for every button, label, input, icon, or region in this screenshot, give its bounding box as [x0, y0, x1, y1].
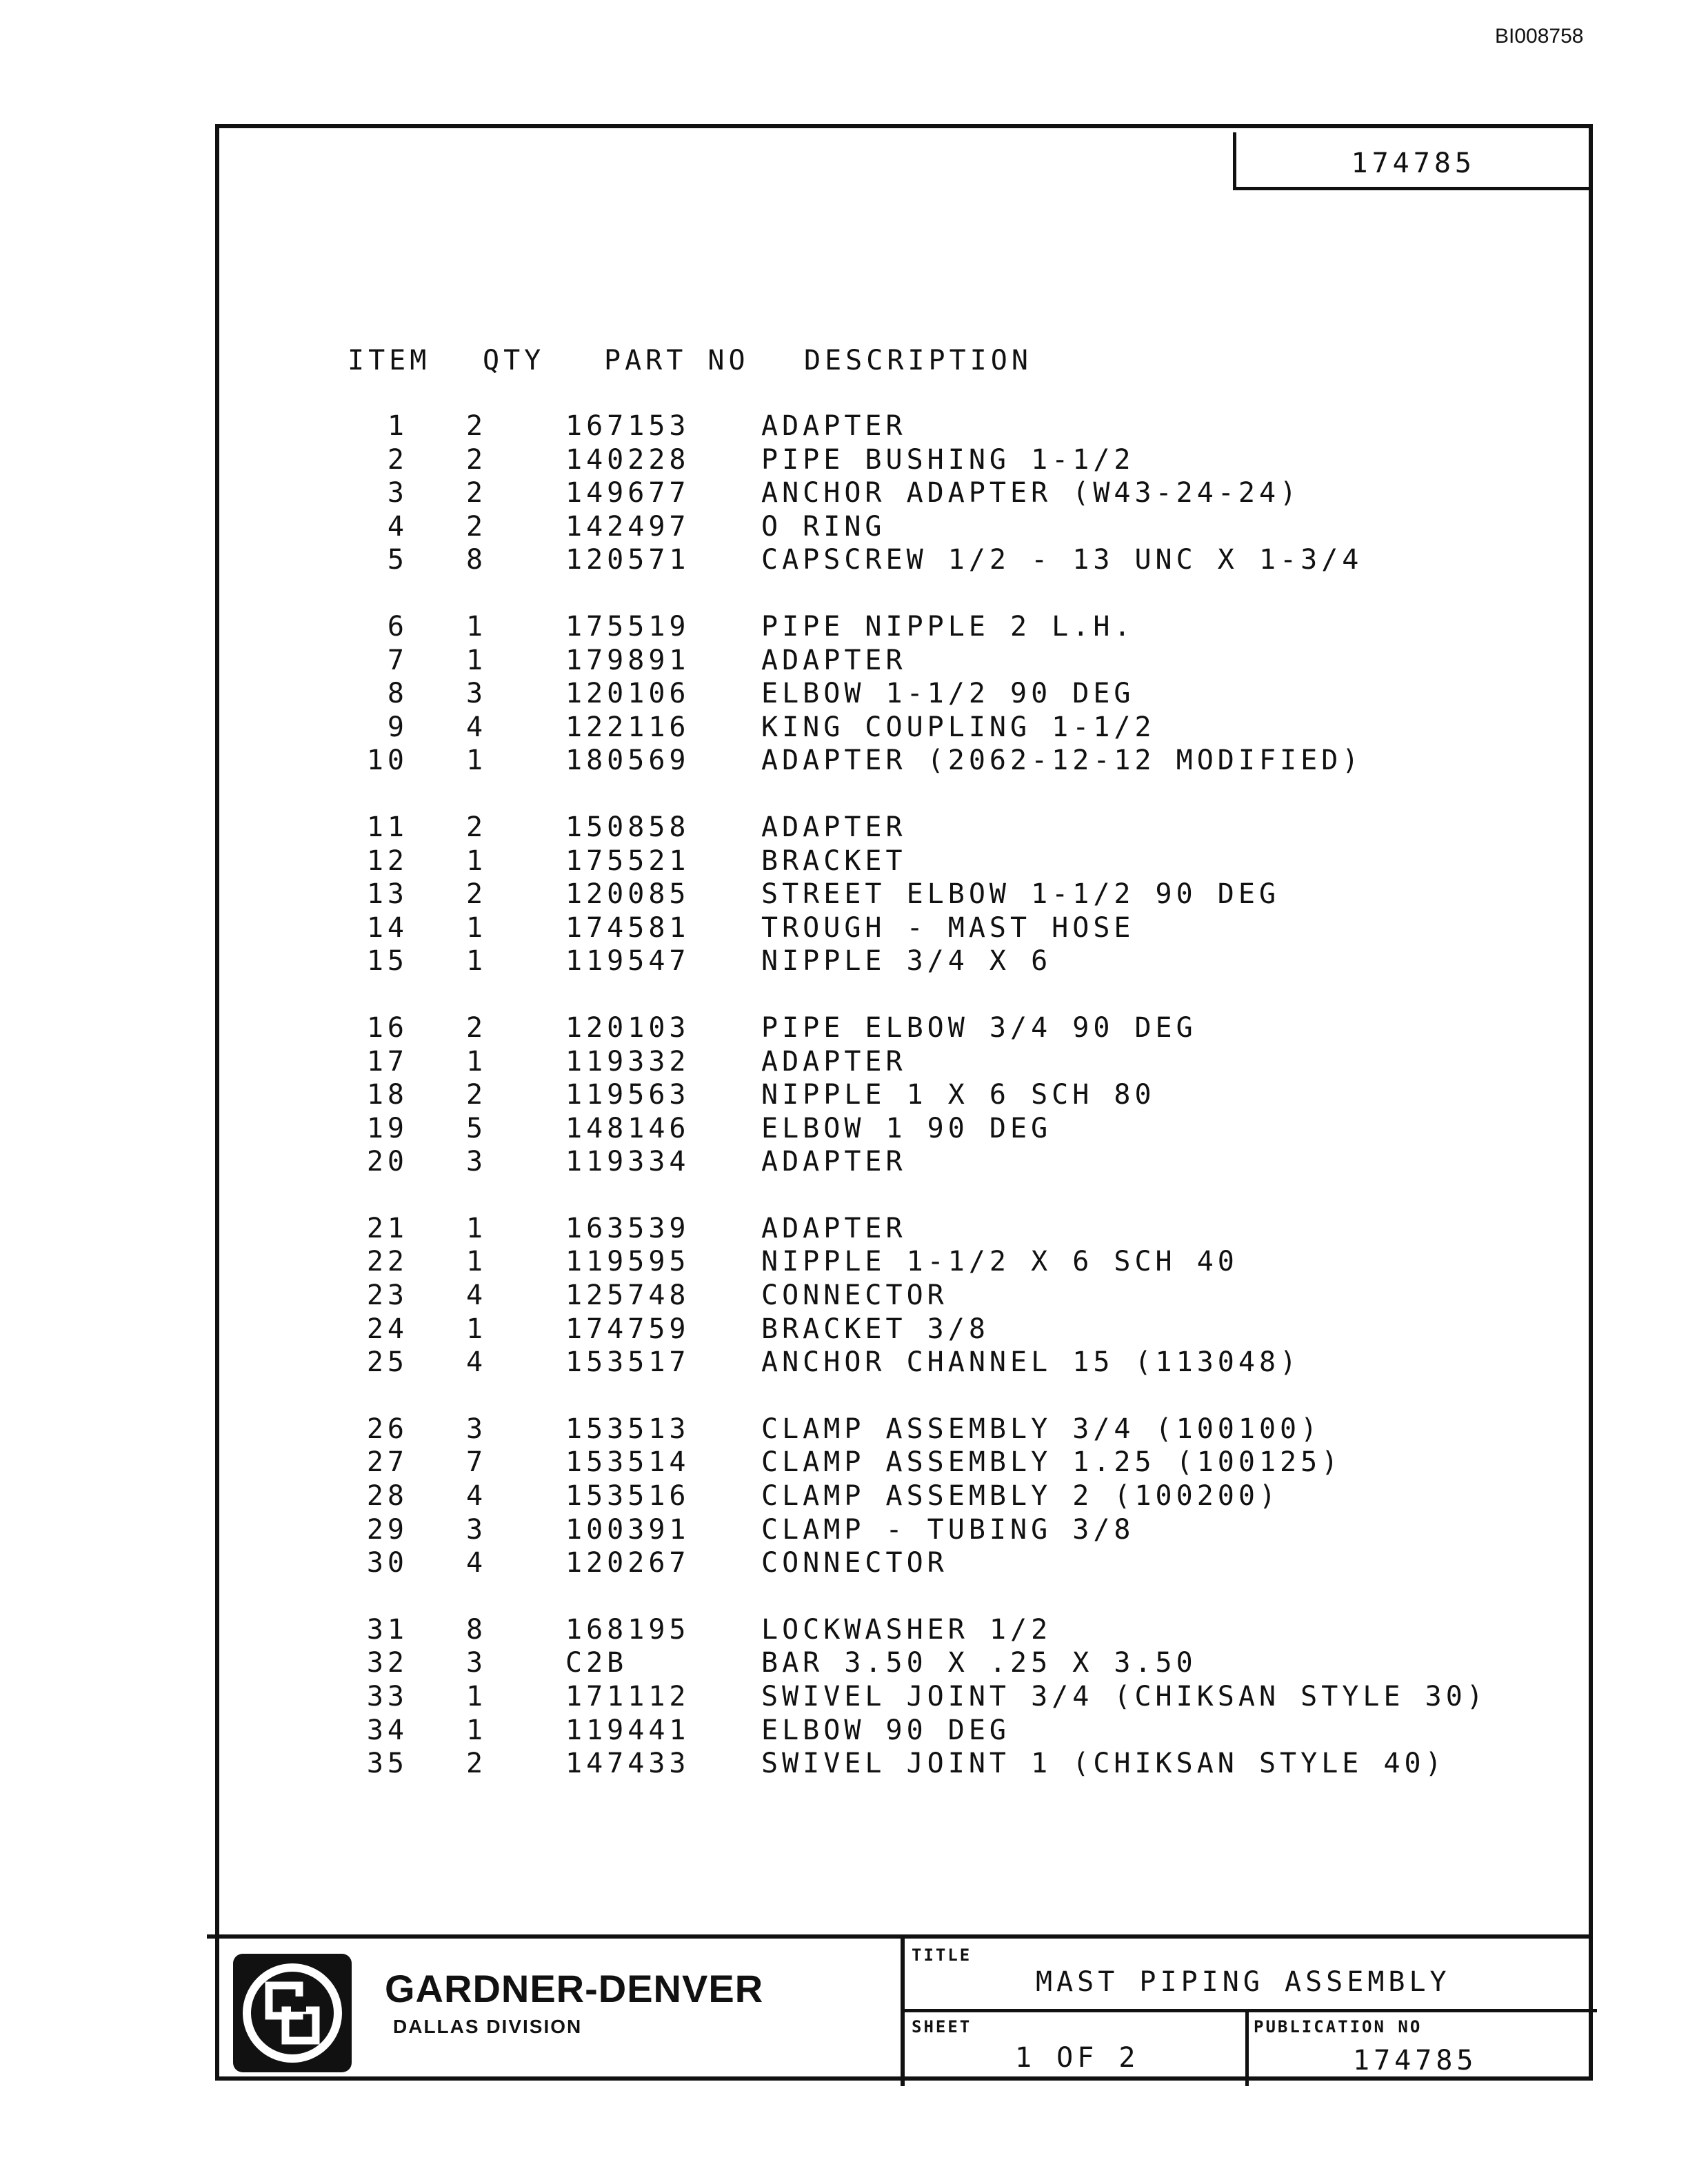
- table-row: [0, 1146, 1688, 1180]
- part-number: 140228: [565, 443, 690, 476]
- item-number: 11: [366, 811, 408, 843]
- item-number: 16: [366, 1011, 408, 1044]
- item-number: 29: [366, 1513, 408, 1546]
- part-number: 180569: [565, 745, 690, 777]
- description: ELBOW 1 90 DEG: [761, 1112, 1052, 1144]
- item-number: 14: [366, 911, 408, 944]
- part-number: 153517: [565, 1346, 690, 1379]
- description: SWIVEL JOINT 1 (CHIKSAN STYLE 40): [761, 1748, 1446, 1780]
- part-number: 168195: [565, 1613, 690, 1646]
- item-number: 20: [366, 1146, 408, 1178]
- table-row: [0, 1113, 1688, 1146]
- quantity: 3: [466, 1513, 488, 1546]
- table-row: [0, 1313, 1688, 1347]
- item-number: 1: [387, 410, 408, 442]
- quantity: 4: [466, 1346, 488, 1379]
- quantity: 3: [466, 1146, 488, 1178]
- table-row: [0, 1681, 1688, 1715]
- quantity: 1: [466, 1212, 488, 1244]
- quantity: 2: [466, 1748, 488, 1780]
- table-row: [0, 1413, 1688, 1447]
- item-number: 27: [366, 1446, 408, 1479]
- part-number: 125748: [565, 1280, 690, 1312]
- item-number: 12: [366, 845, 408, 877]
- table-row: [0, 1715, 1688, 1748]
- item-number: 34: [366, 1714, 408, 1746]
- description: PIPE NIPPLE 2 L.H.: [761, 610, 1135, 643]
- quantity: 1: [466, 1045, 488, 1078]
- quantity: 1: [466, 1714, 488, 1746]
- table-row: [0, 845, 1688, 879]
- table-row: [0, 678, 1688, 711]
- quantity: 2: [466, 1011, 488, 1044]
- description: NIPPLE 1 X 6 SCH 80: [761, 1079, 1156, 1111]
- quantity: 2: [466, 1079, 488, 1111]
- item-number: 30: [366, 1547, 408, 1579]
- table-row: [0, 1614, 1688, 1648]
- description: BRACKET: [761, 845, 907, 877]
- quantity: 4: [466, 1280, 488, 1312]
- part-number: 119441: [565, 1714, 690, 1746]
- sheet-divider: [1245, 2009, 1249, 2086]
- parts-table-body: [0, 410, 1688, 1781]
- part-number: 174581: [565, 911, 690, 944]
- description: KING COUPLING 1-1/2: [761, 711, 1156, 743]
- item-number: 9: [387, 711, 408, 743]
- part-number: 149677: [565, 477, 690, 509]
- description: ANCHOR CHANNEL 15 (113048): [761, 1346, 1301, 1379]
- part-number: 153513: [565, 1413, 690, 1445]
- part-number: 100391: [565, 1513, 690, 1546]
- description: CLAMP ASSEMBLY 1.25 (100125): [761, 1446, 1343, 1479]
- quantity: 2: [466, 443, 488, 476]
- description: PIPE BUSHING 1-1/2: [761, 443, 1135, 476]
- table-row: [0, 477, 1688, 511]
- part-number: 142497: [565, 510, 690, 543]
- quantity: 1: [466, 1313, 488, 1345]
- part-number: 119595: [565, 1246, 690, 1278]
- part-number: C2B: [565, 1647, 628, 1679]
- table-row: [0, 1547, 1688, 1581]
- item-number: 5: [387, 544, 408, 576]
- quantity: 1: [466, 610, 488, 643]
- table-row: [0, 611, 1688, 645]
- table-row: [0, 444, 1688, 478]
- table-row: [0, 945, 1688, 979]
- title-block: [901, 1939, 1593, 2086]
- quantity: 1: [466, 644, 488, 676]
- quantity: 2: [466, 477, 488, 509]
- title-divider: [905, 2009, 1597, 2012]
- description: NIPPLE 1-1/2 X 6 SCH 40: [761, 1246, 1238, 1278]
- table-row: [0, 1480, 1688, 1514]
- part-number: 120106: [565, 678, 690, 710]
- publication-number: 174785: [1353, 2045, 1478, 2076]
- table-row: [0, 1079, 1688, 1113]
- part-number: 175519: [565, 610, 690, 643]
- part-number: 119547: [565, 945, 690, 978]
- company-name: GARDNER-DENVER: [385, 1967, 764, 2010]
- publication-number-box: [1233, 132, 1593, 190]
- part-number: 171112: [565, 1681, 690, 1712]
- part-number: 153516: [565, 1480, 690, 1513]
- item-number: 24: [366, 1313, 408, 1345]
- description: CLAMP - TUBING 3/8: [761, 1513, 1135, 1546]
- item-number: 2: [387, 443, 408, 476]
- item-number: 19: [366, 1112, 408, 1144]
- description: ADAPTER: [761, 811, 907, 843]
- item-number: 10: [366, 745, 408, 777]
- item-number: 31: [366, 1613, 408, 1646]
- quantity: 1: [466, 745, 488, 777]
- publication-label: PUBLICATION NO: [1254, 2017, 1423, 2036]
- description: ELBOW 90 DEG: [761, 1714, 1010, 1746]
- item-number: 17: [366, 1045, 408, 1078]
- part-number: 119334: [565, 1146, 690, 1178]
- description: PIPE ELBOW 3/4 90 DEG: [761, 1011, 1197, 1044]
- description: ADAPTER: [761, 1045, 907, 1078]
- part-number: 148146: [565, 1112, 690, 1144]
- table-row: [0, 1246, 1688, 1280]
- description: CAPSCREW 1/2 - 13 UNC X 1-3/4: [761, 544, 1363, 576]
- table-row: [0, 811, 1688, 845]
- quantity: 8: [466, 544, 488, 576]
- description: CLAMP ASSEMBLY 2 (100200): [761, 1480, 1280, 1513]
- item-number: 13: [366, 878, 408, 911]
- part-number: 119563: [565, 1079, 690, 1111]
- quantity: 3: [466, 1647, 488, 1679]
- title-label: TITLE: [912, 1945, 972, 1965]
- quantity: 4: [466, 1547, 488, 1579]
- header-qty: QTY: [483, 345, 545, 376]
- header-part-no: PART NO: [604, 345, 750, 376]
- description: ADAPTER: [761, 410, 907, 442]
- table-row: [0, 1748, 1688, 1781]
- quantity: 2: [466, 878, 488, 911]
- gardner-denver-logo: [233, 1954, 352, 2072]
- part-number: 120267: [565, 1547, 690, 1579]
- document-id: BI008758: [1495, 25, 1584, 48]
- item-number: 28: [366, 1480, 408, 1513]
- part-number: 120085: [565, 878, 690, 911]
- item-number: 8: [387, 678, 408, 710]
- item-number: 18: [366, 1079, 408, 1111]
- item-number: 33: [366, 1681, 408, 1712]
- part-number: 119332: [565, 1045, 690, 1078]
- description: CLAMP ASSEMBLY 3/4 (100100): [761, 1413, 1322, 1445]
- part-number: 153514: [565, 1446, 690, 1479]
- table-row: [0, 1012, 1688, 1046]
- table-row: [0, 1046, 1688, 1080]
- description: STREET ELBOW 1-1/2 90 DEG: [761, 878, 1280, 911]
- drawing-title: MAST PIPING ASSEMBLY: [1036, 1966, 1451, 1998]
- table-row: [0, 1346, 1688, 1380]
- table-row: [0, 1280, 1688, 1313]
- table-row: [0, 645, 1688, 678]
- item-number: 23: [366, 1280, 408, 1312]
- table-row: [0, 544, 1688, 578]
- item-number: 32: [366, 1647, 408, 1679]
- quantity: 4: [466, 1480, 488, 1513]
- part-number: 120571: [565, 544, 690, 576]
- quantity: 5: [466, 1112, 488, 1144]
- table-row: [0, 1213, 1688, 1246]
- parts-table-header: [0, 345, 1688, 386]
- part-number: 163539: [565, 1212, 690, 1244]
- table-row: [0, 1647, 1688, 1681]
- item-number: 25: [366, 1346, 408, 1379]
- table-row: [0, 1446, 1688, 1480]
- description: ANCHOR ADAPTER (W43-24-24): [761, 477, 1301, 509]
- quantity: 8: [466, 1613, 488, 1646]
- header-item: ITEM: [348, 345, 431, 376]
- quantity: 7: [466, 1446, 488, 1479]
- part-number: 150858: [565, 811, 690, 843]
- item-number: 22: [366, 1246, 408, 1278]
- description: TROUGH - MAST HOSE: [761, 911, 1135, 944]
- part-number: 122116: [565, 711, 690, 743]
- quantity: 4: [466, 711, 488, 743]
- description: BRACKET 3/8: [761, 1313, 989, 1345]
- item-number: 35: [366, 1748, 408, 1780]
- header-description: DESCRIPTION: [804, 345, 1032, 376]
- description: ADAPTER: [761, 644, 907, 676]
- description: NIPPLE 3/4 X 6: [761, 945, 1052, 978]
- table-row: [0, 745, 1688, 778]
- description: ADAPTER: [761, 1146, 907, 1178]
- table-row: [0, 878, 1688, 912]
- table-row: [0, 912, 1688, 946]
- publication-number-top: 174785: [1351, 148, 1476, 179]
- description: LOCKWASHER 1/2: [761, 1613, 1052, 1646]
- quantity: 1: [466, 845, 488, 877]
- quantity: 1: [466, 1681, 488, 1712]
- item-number: 3: [387, 477, 408, 509]
- item-number: 21: [366, 1212, 408, 1244]
- part-number: 174759: [565, 1313, 690, 1345]
- quantity: 3: [466, 1413, 488, 1445]
- part-number: 167153: [565, 410, 690, 442]
- table-row: [0, 511, 1688, 545]
- quantity: 2: [466, 510, 488, 543]
- quantity: 2: [466, 811, 488, 843]
- description: SWIVEL JOINT 3/4 (CHIKSAN STYLE 30): [761, 1681, 1487, 1712]
- table-row: [0, 711, 1688, 745]
- division-name: DALLAS DIVISION: [393, 2016, 583, 2037]
- table-row: [0, 410, 1688, 444]
- quantity: 1: [466, 911, 488, 944]
- sheet-number: 1 OF 2: [1015, 2042, 1140, 2074]
- description: BAR 3.50 X .25 X 3.50: [761, 1647, 1197, 1679]
- description: ADAPTER (2062-12-12 MODIFIED): [761, 745, 1363, 777]
- item-number: 15: [366, 945, 408, 978]
- part-number: 175521: [565, 845, 690, 877]
- description: ADAPTER: [761, 1212, 907, 1244]
- item-number: 26: [366, 1413, 408, 1445]
- part-number: 147433: [565, 1748, 690, 1780]
- quantity: 1: [466, 1246, 488, 1278]
- part-number: 120103: [565, 1011, 690, 1044]
- title-block-footer: [207, 1934, 1593, 2086]
- item-number: 6: [387, 610, 408, 643]
- description: CONNECTOR: [761, 1547, 948, 1579]
- table-row: [0, 1514, 1688, 1548]
- logo-mark-icon: [233, 1954, 352, 2072]
- quantity: 2: [466, 410, 488, 442]
- sheet-label: SHEET: [912, 2017, 972, 2036]
- item-number: 4: [387, 510, 408, 543]
- item-number: 7: [387, 644, 408, 676]
- description: ELBOW 1-1/2 90 DEG: [761, 678, 1135, 710]
- quantity: 3: [466, 678, 488, 710]
- description: O RING: [761, 510, 886, 543]
- description: CONNECTOR: [761, 1280, 948, 1312]
- part-number: 179891: [565, 644, 690, 676]
- quantity: 1: [466, 945, 488, 978]
